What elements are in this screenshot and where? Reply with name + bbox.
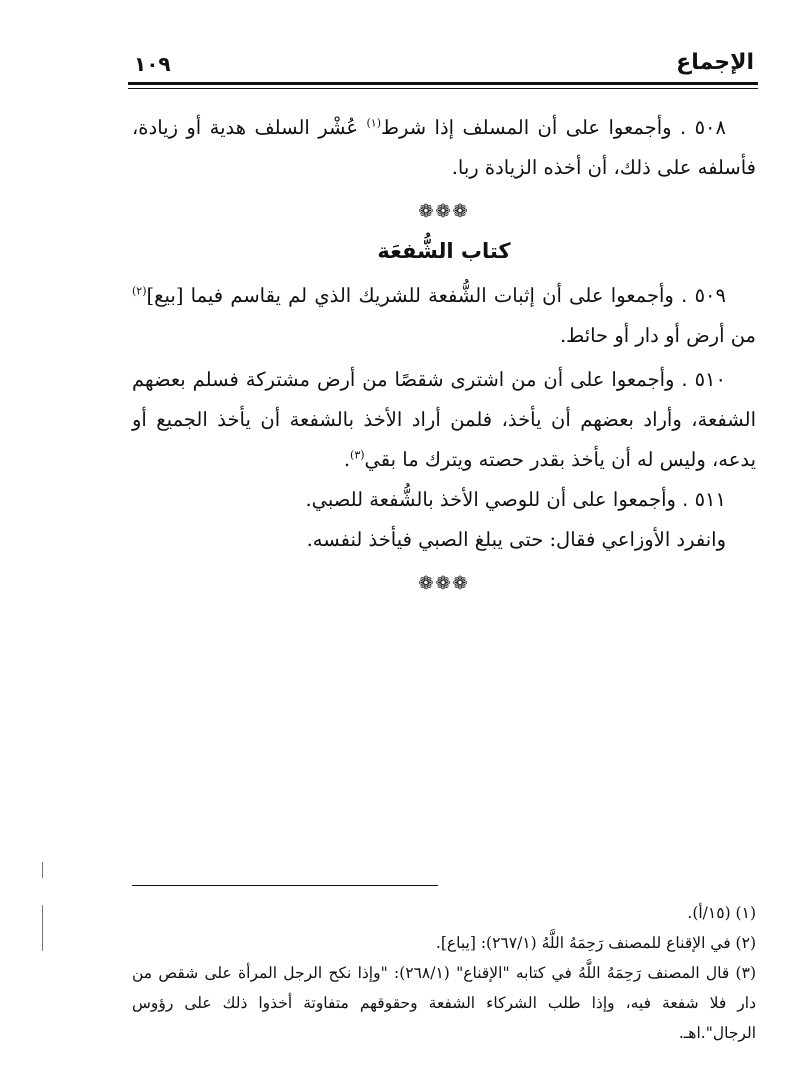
entry-text-continued: . (343, 448, 351, 471)
main-text (132, 108, 756, 604)
footnote-marker: (٣) (350, 448, 365, 462)
footnote-3: (٣) قال المصنف رَحِمَهُ اللَّهُ في كتابه "الإقناع" (٢٦٨/١): "وإذا نكح الرجل المرأة على شقص من دار فلا شفعة فيه، وإذا طلب الشركاء الشفعة وحقوقهم متفاوتة أخذوا ذلك على رؤوس الرجال".اهـ. (132, 964, 756, 1042)
entry-text: وأجمعوا على أن المسلف إذا شرط (381, 116, 672, 139)
scan-margin-mark (42, 862, 43, 878)
footnotes (132, 898, 756, 1048)
page-header (128, 46, 758, 96)
entry-number: ٥٠٨ . (679, 116, 726, 139)
footnote-2: (٢) في الإقناع للمصنف رَحِمَهُ اللَّهُ (٢٦٧/١): [يباع]. (435, 934, 756, 952)
scan-margin-mark (42, 905, 43, 951)
entry-510 (132, 360, 756, 480)
entry-number: ٥٠٩ . (681, 284, 726, 307)
entry-508 (132, 108, 756, 188)
entry-509 (132, 276, 756, 356)
entry-number: ٥١٠ . (681, 368, 726, 391)
entry-text-continued: عُشْر السلف هدية أو زيادة، فأسلفه على ذلك، أن أخذه الزيادة ربا. (132, 116, 756, 179)
running-head: الإجماع (676, 50, 754, 75)
header-rule (128, 82, 758, 89)
page-number: ١٠٩ (134, 52, 171, 76)
entry-text: وأجمعوا على أن إثبات الشُّفعة للشريك الذي لم يقاسم فيما [بيع] (146, 284, 674, 307)
footnote-1: (١) (١٥/أ). (687, 904, 756, 922)
entry-text-continued: من أرض أو دار أو حائط. (559, 324, 756, 347)
entry-text: وأجمعوا على أن للوصي الأخذ بالشُّفعة للصبي. (305, 488, 676, 511)
footnote-marker: (٢) (132, 284, 147, 298)
awzai-note: وانفرد الأوزاعي فقال: حتى يبلغ الصبي فيأخذ لنفسه. (306, 528, 726, 551)
ornament-separator: ❁❁❁ (418, 573, 470, 594)
entry-number: ٥١١ . (682, 488, 726, 511)
entry-511 (132, 480, 756, 520)
ornament-separator: ❁❁❁ (418, 201, 470, 222)
footnote-marker: (١) (366, 116, 381, 130)
entry-text: وأجمعوا على أن من اشترى شقصًا من أرض مشتركة فسلم بعضهم الشفعة، وأراد بعضهم أن يأخذ، فلمن أراد الأخذ بالشفعة أن يأخذ الجميع أو يدعه، وليس له أن يأخذ بقدر حصته ويترك ما بقي (132, 368, 756, 471)
footnote-rule (132, 885, 438, 886)
section-title: كتاب الشُّفعَة (377, 239, 511, 263)
